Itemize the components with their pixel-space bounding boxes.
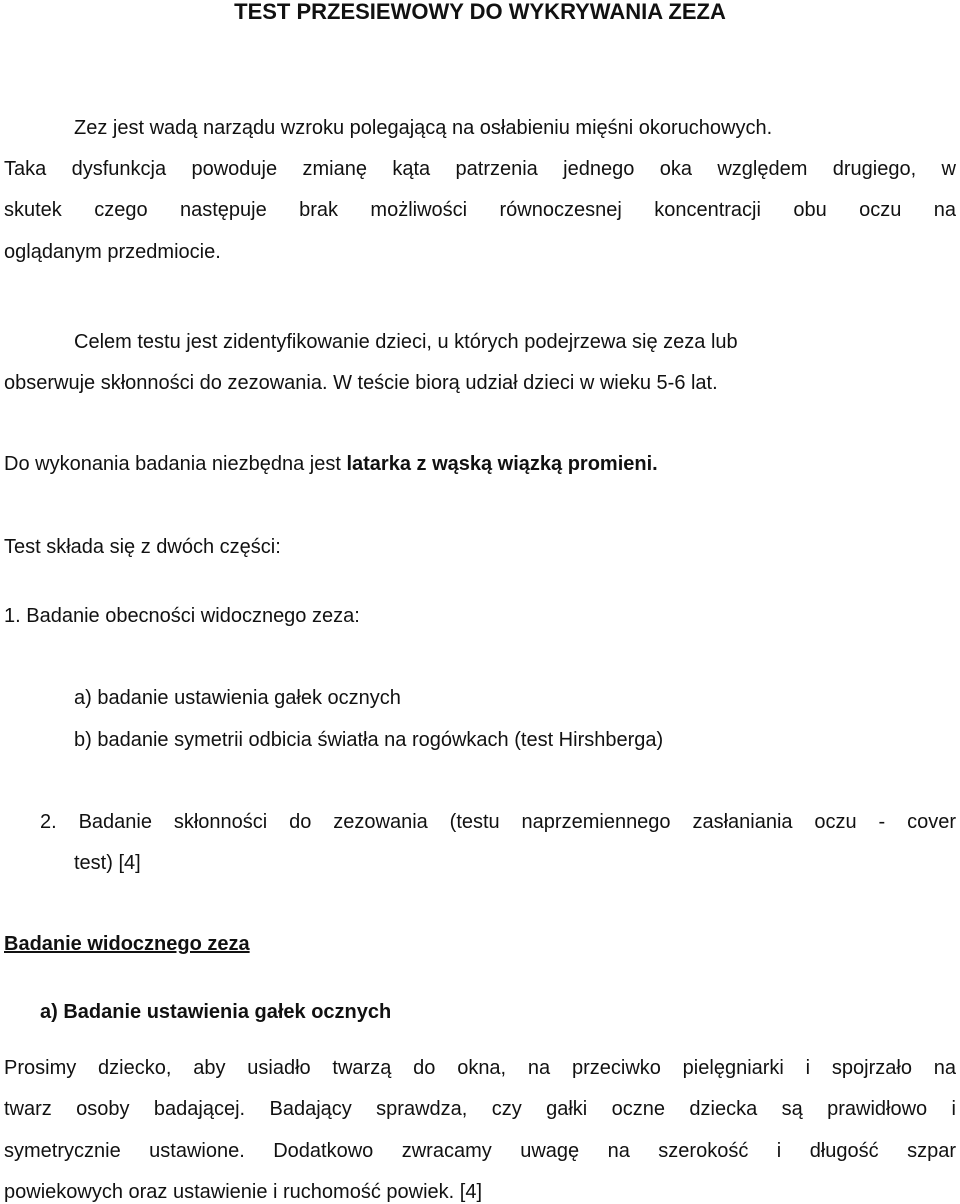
intro-line-1: Zez jest wadą narządu wzroku polegającą na osłabieniu mięśni okoruchowych. [74,117,773,139]
part2-line-2: test) [4] [74,852,141,874]
equipment-item: latarka z wąską wiązką promieni. [346,453,658,475]
intro-line-3: skutek czego następuje brak możliwości równoczesnej koncentracji obu oczu na [4,199,956,221]
goal-line-1: Celem testu jest zidentyfikowanie dzieci, u których podejrzewa się zeza lub [74,331,738,353]
equipment-text: Do wykonania badania niezbędna jest [4,453,341,475]
subsection-heading: a) Badanie ustawienia gałek ocznych [40,1001,392,1023]
intro-line-2: Taka dysfunkcja powoduje zmianę kąta patrzenia jednego oka względem drugiego, w [4,158,956,180]
part1-item-a: a) badanie ustawienia gałek ocznych [74,687,401,709]
section-heading: Badanie widocznego zeza [4,933,250,955]
instructions-line-4: powiekowych oraz ustawienie i ruchomość powiek. [4] [4,1181,482,1203]
intro-line-4: oglądanym przedmiocie. [4,241,221,263]
instructions-line-3: symetrycznie ustawione. Dodatkowo zwracamy uwagę na szerokość i długość szpar [4,1140,956,1162]
instructions-line-1: Prosimy dziecko, aby usiadło twarzą do okna, na przeciwko pielęgniarki i spojrzało na [4,1057,956,1079]
equipment-paragraph [4,452,658,476]
part1-heading: 1. Badanie obecności widocznego zeza: [4,605,360,627]
document-title: TEST PRZESIEWOWY DO WYKRYWANIA ZEZA [234,0,726,24]
instructions-line-2: twarz osoby badającej. Badający sprawdza, czy gałki oczne dziecka są prawidłowo i [4,1098,956,1120]
part2-line-1: 2. Badanie skłonności do zezowania (testu naprzemiennego zasłaniania oczu - cover [40,811,956,833]
part1-item-b: b) badanie symetrii odbicia światła na rogówkach (test Hirshberga) [74,729,664,751]
goal-line-2: obserwuje skłonności do zezowania. W teście biorą udział dzieci w wieku 5-6 lat. [4,372,718,394]
parts-intro: Test składa się z dwóch części: [4,536,281,558]
